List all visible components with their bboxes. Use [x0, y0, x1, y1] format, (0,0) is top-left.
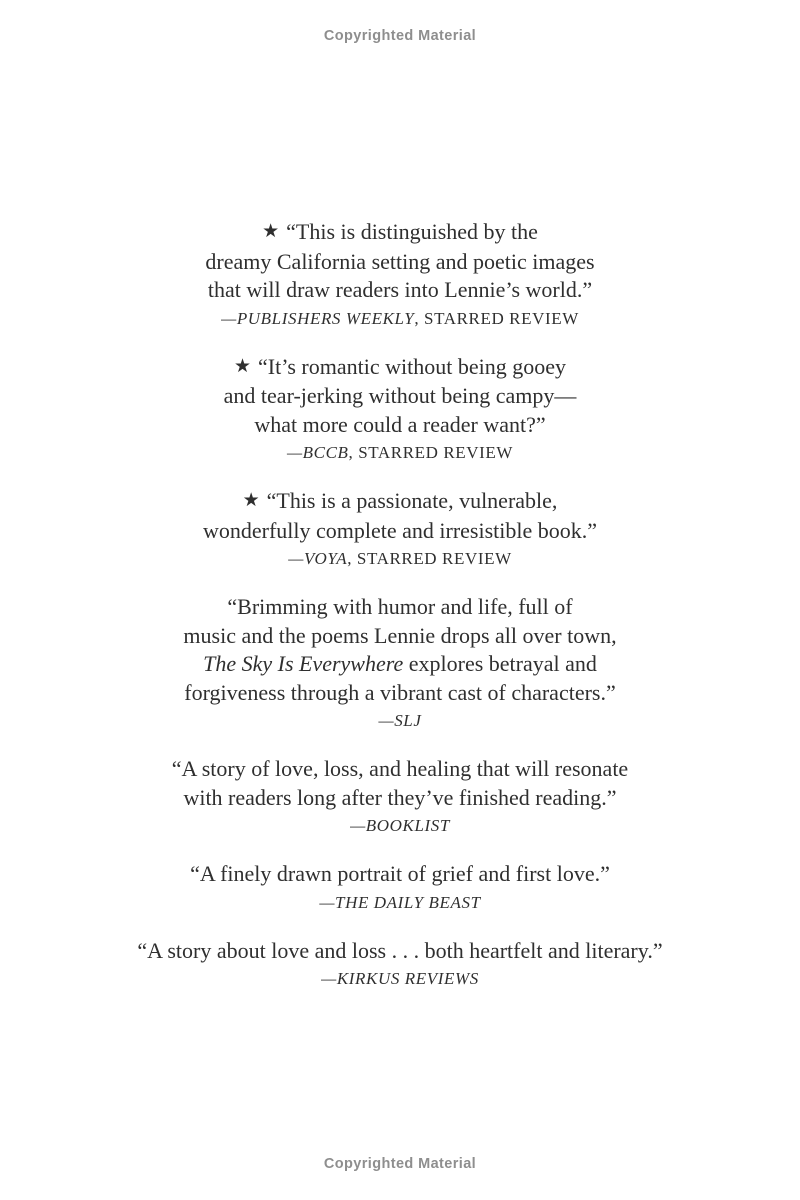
attribution-source: —PUBLISHERS WEEKLY — [221, 308, 415, 328]
quote-attribution — [40, 545, 760, 573]
review-quote-bccb — [40, 353, 760, 468]
quote-attribution — [40, 439, 760, 467]
quote-text: explores betrayal and — [403, 651, 597, 676]
review-quote-daily-beast — [40, 860, 760, 917]
review-quote-booklist — [40, 755, 760, 840]
review-quote-publishers-weekly — [40, 218, 760, 333]
quote-line — [40, 353, 760, 383]
quote-line: “A finely drawn portrait of grief and first love.” — [190, 861, 610, 886]
attribution-suffix: , STARRED REVIEW — [414, 308, 579, 328]
quote-line: “Brimming with humor and life, full of — [227, 594, 573, 619]
copyright-notice-top: Copyrighted Material — [323, 28, 477, 44]
quote-line — [40, 218, 760, 248]
quote-line: wonderfully complete and irresistible book.” — [202, 517, 598, 543]
attribution-source: —KIRKUS REVIEWS — [321, 969, 479, 988]
quote-line: what more could a reader want?” — [254, 411, 546, 437]
attribution-suffix: , STARRED REVIEW — [348, 443, 514, 462]
attribution-source: —BCCB — [286, 443, 349, 462]
quote-text: “This is a passionate, vulnerable, — [266, 488, 558, 513]
quote-line: music and the poems Lennie drops all over town, — [183, 622, 617, 648]
attribution-source: —SLJ — [378, 711, 422, 730]
attribution-source: —BOOKLIST — [350, 816, 450, 835]
attribution-source: —THE DAILY BEAST — [319, 892, 481, 912]
quote-text: “It’s romantic without being gooey — [258, 353, 566, 379]
copyright-notice-bottom: Copyrighted Material — [323, 1156, 477, 1172]
quote-attribution — [40, 965, 760, 993]
star-icon: ★ — [234, 354, 252, 377]
quote-attribution — [40, 889, 760, 917]
attribution-suffix: , STARRED REVIEW — [347, 549, 512, 568]
star-icon: ★ — [262, 220, 280, 242]
praise-page-content — [40, 218, 760, 1013]
quote-line: “A story about love and loss . . . both heartfelt and literary.” — [137, 937, 663, 963]
quote-attribution — [40, 707, 760, 735]
review-quote-kirkus — [40, 937, 760, 994]
quote-line: dreamy California setting and poetic images — [205, 248, 595, 274]
quote-line — [40, 487, 760, 517]
quote-attribution — [40, 305, 760, 333]
review-quote-slj — [40, 593, 760, 735]
quote-line — [40, 650, 760, 679]
quote-attribution — [40, 812, 760, 840]
quote-text: “This is distinguished by the — [286, 219, 538, 244]
quote-line: “A story of love, loss, and healing that will resonate — [171, 756, 629, 781]
quote-line: forgiveness through a vibrant cast of characters.” — [184, 679, 616, 705]
quote-line: that will draw readers into Lennie’s world.” — [207, 277, 593, 302]
quote-line: with readers long after they’ve finished reading.” — [183, 784, 617, 810]
review-quote-voya — [40, 487, 760, 573]
quote-line: and tear-jerking without being campy— — [223, 383, 577, 408]
book-title: The Sky Is Everywhere — [203, 651, 404, 676]
star-icon: ★ — [242, 489, 260, 511]
attribution-source: —VOYA — [288, 549, 348, 568]
